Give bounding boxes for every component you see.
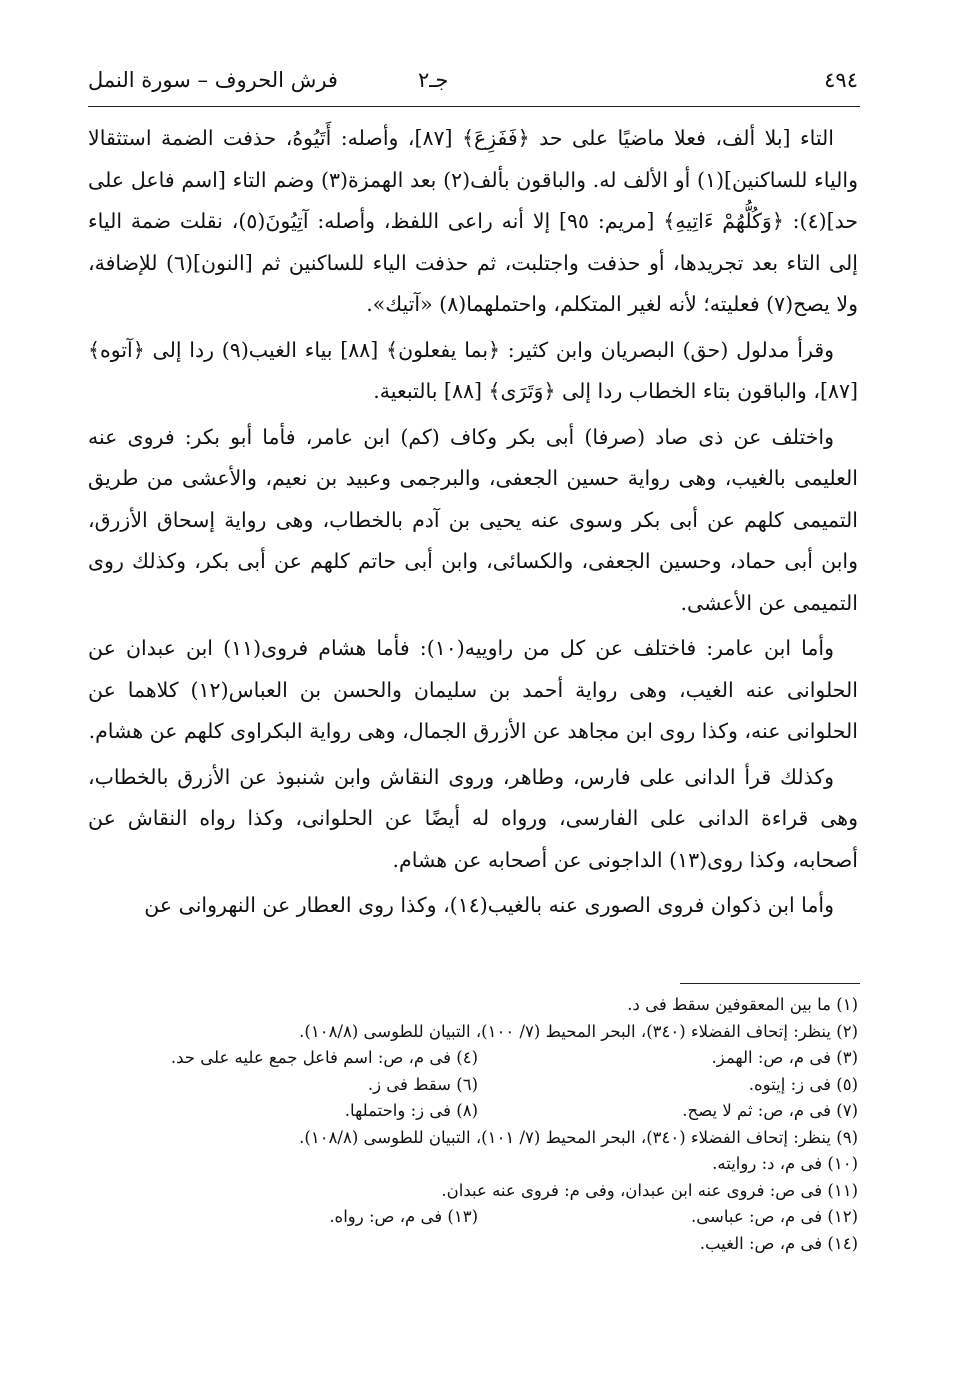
volume-number: جـ٢ bbox=[418, 68, 449, 92]
footnote-row bbox=[88, 1072, 858, 1099]
paragraph: وأما ابن ذكوان فروى الصورى عنه بالغيب(١٤)، وكذا روى العطار عن النهروانى عن bbox=[144, 893, 834, 917]
footnote-row bbox=[88, 1045, 858, 1072]
footnote-12: (١٢) فى م، ص: عباسى. bbox=[691, 1207, 858, 1226]
footnote-3: (٣) فى م، ص: الهمز. bbox=[711, 1048, 858, 1067]
footnote-7: (٧) فى م، ص: ثم لا يصح. bbox=[682, 1101, 858, 1120]
footnote-row bbox=[88, 1019, 858, 1046]
page-number: ٤٩٤ bbox=[824, 68, 858, 92]
paragraph: واختلف عن ذى صاد (صرفا) أبى بكر وكاف (كم) ابن عامر، فأما أبو بكر: فروى عنه العليمى بالغيب، وهى رواية حسين الجعفى، والبرجمى وعبيد بن نعيم، والأعشى من طريق التميمى كلهم عن أبى بكر وسوى عنه يحيى بن آدم بالخطاب، وهى رواية إسحاق الأزرق، وابن أبى حماد، وحسين الجعفى، والكسائى، وابن أبى حاتم كلهم عن أبى بكر، وكذلك روى التميمى عن الأعشى. bbox=[88, 424, 858, 615]
footnote-divider bbox=[680, 983, 860, 984]
footnote-1: (١) ما بين المعقوفين سقط فى د. bbox=[627, 995, 858, 1014]
footnote-row bbox=[88, 1151, 858, 1178]
footnote-13: (١٣) فى م، ص: رواه. bbox=[329, 1207, 478, 1226]
footnote-5: (٥) فى ز: إيتوه. bbox=[748, 1074, 858, 1094]
footnote-14: (١٤) فى م، ص: الغيب. bbox=[699, 1233, 858, 1253]
footnote-row bbox=[88, 992, 858, 1019]
paragraph: وكذلك قرأ الدانى على فارس، وطاهر، وروى النقاش وابن شنبوذ عن الأزرق بالخطاب، وهى قراءة الدانى على الفارسى، ورواه له أيضًا عن الحلوانى، وكذا رواه النقاش عن أصحابه، وكذا روى(١٣) الداجونى عن أصحابه عن هشام. bbox=[88, 764, 858, 872]
running-header bbox=[88, 60, 858, 104]
paragraph: التاء [بلا ألف، فعلا ماضيًا على حد ﴿فَفَزِعَ﴾ [٨٧]، وأصله: أَتَيُوهُ، حذفت الضمة استثقالا والياء للساكنين](١) أو الألف له. والباقون بألف(٢) بعد الهمزة(٣) وضم التاء [اسم فاعل على حد](٤): ﴿وَكُلُّهُمْ ءَاتِيهِ﴾ [مريم: ٩٥] إلا أنه راعى اللفظ، وأصله: آتِيُونَ(٥)، نقلت ضمة الياء إلى التاء بعد تجريدها، أو حذفت واجتلبت، ثم حذفت الياء للساكنين ثم [النون](٦) للإضافة، ولا يصح(٧) فعليته؛ لأنه لغير المتكلم، واحتملهما(٨) «آتيك». bbox=[88, 126, 859, 316]
footnote-11: (١١) فى ص: فروى عنه ابن عبدان، وفى م: فروى عنه عبدان. bbox=[441, 1180, 858, 1200]
footnote-row bbox=[88, 1125, 858, 1152]
footnote-6: (٦) سقط فى ز. bbox=[367, 1074, 478, 1094]
header-divider bbox=[88, 106, 860, 107]
footnote-row bbox=[88, 1231, 858, 1258]
footnote-10: (١٠) فى م، د: روايته. bbox=[712, 1154, 858, 1173]
footnote-4: (٤) فى م، ص: اسم فاعل جمع عليه على حد. bbox=[170, 1048, 478, 1067]
footnotes bbox=[88, 992, 858, 1257]
footnote-2: (٢) ينظر: إتحاف الفضلاء (٣٤٠)، البحر المحيط (٧/ ١٠٠)، التبيان للطوسى (١٠٨/٨). bbox=[299, 1021, 858, 1041]
main-text bbox=[88, 118, 858, 931]
chapter-title: فرش الحروف – سورة النمل bbox=[88, 68, 338, 92]
paragraph: وقرأ مدلول (حق) البصريان وابن كثير: ﴿بما يفعلون﴾ [٨٨] بياء الغيب(٩) ردا إلى ﴿آتوه﴾ [٨٧]، والباقون بتاء الخطاب ردا إلى ﴿وَتَرَى﴾ [٨٨] بالتبعية. bbox=[88, 337, 858, 403]
paragraph: وأما ابن عامر: فاختلف عن كل من راوييه(١٠): فأما هشام فروى(١١) ابن عبدان عن الحلوانى عنه الغيب، وهى رواية أحمد بن سليمان والحسن بن العباس(١٢) كلاهما عن الحلوانى عنه، وكذا روى ابن مجاهد عن الأزرق الجمال، وهى رواية البكراوى كلهم عن هشام. bbox=[88, 636, 858, 743]
footnote-row bbox=[88, 1178, 858, 1205]
footnote-9: (٩) ينظر: إتحاف الفضلاء (٣٤٠)، البحر المحيط (٧/ ١٠١)، التبيان للطوسى (١٠٨/٨). bbox=[299, 1127, 858, 1147]
footnote-row bbox=[88, 1204, 858, 1231]
footnote-row bbox=[88, 1098, 858, 1125]
footnote-8: (٨) فى ز: واحتملها. bbox=[344, 1101, 478, 1120]
